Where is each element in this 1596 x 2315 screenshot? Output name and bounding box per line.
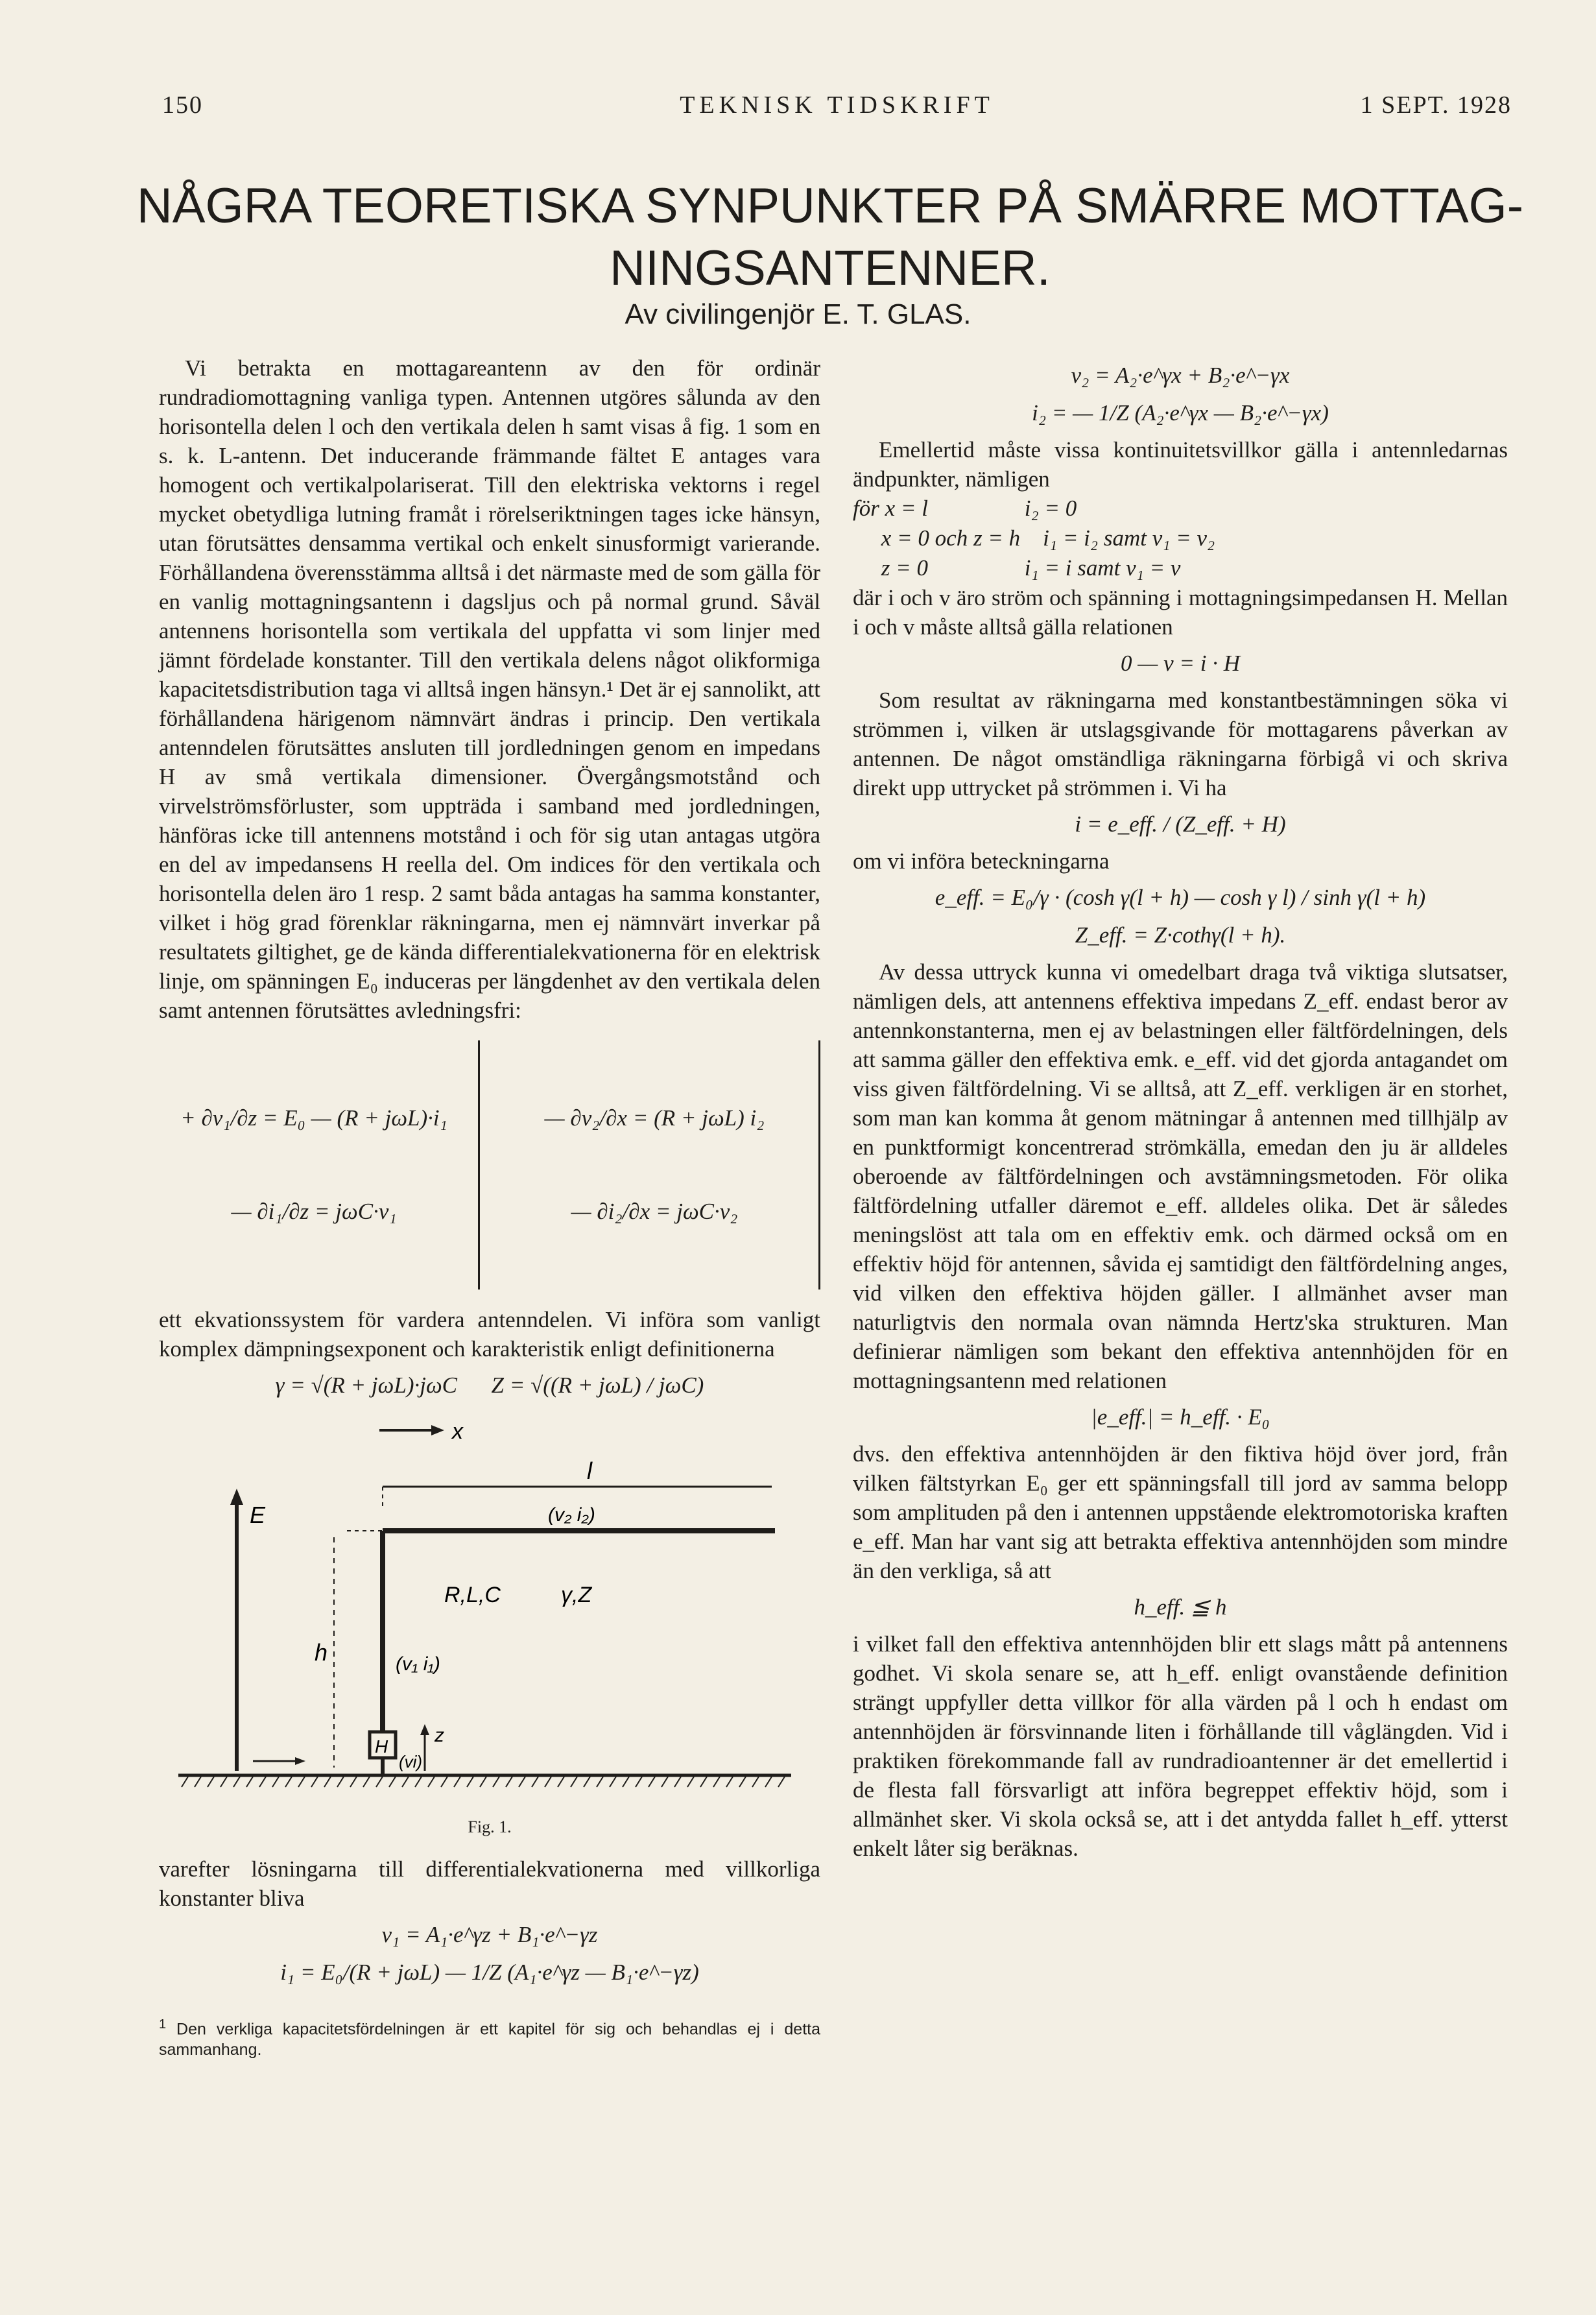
paragraph: Som resultat av räkningarna med konstantbestämningen söka vi strömmen i, vilken är utslagsgivande för mottagarens påverkan av antennen. De något omständliga räkningarna förbigå vi och skriva direkt upp uttrycket på strömmen i. Vi ha (853, 688, 1508, 800)
equation-current: i = e_eff. / (Z_eff. + H) (1075, 811, 1286, 837)
left-column (159, 354, 820, 2060)
equation-relation: 0 — v = i · H (1120, 651, 1241, 676)
paragraph: dvs. den effektiva antennhöjden är den fiktiva höjd över jord, från vilken fältstyrkan E₀ ger ett spänningsfall till jord av samma belopp som amplituden på den i antennen uppstående elektromotoriska kraften e_eff. Man har vant sig att betrakta effektiva antennhöjden som mindre än den verkliga, så att (853, 1441, 1508, 1583)
equation: — ∂i₁/∂z = jωC·v₁ (231, 1199, 397, 1224)
continuity-condition: x = 0 och z = h i₁ = i₂ samt v₁ = v₂ (853, 525, 1215, 551)
continuity-condition: z = 0 i₁ = i samt v₁ = v (853, 555, 1181, 581)
equation: + ∂v₁/∂z = E₀ — (R + jωL)·i₁ (180, 1105, 447, 1131)
v2i2-label: (v₂ i₂) (548, 1504, 595, 1526)
equation: — ∂v₂/∂x = (R + jωL) i₂ (544, 1105, 765, 1131)
equation: — ∂i₂/∂x = jωC·v₂ (571, 1199, 738, 1224)
title-line-1: NÅGRA TEORETISKA SYNPUNKTER PÅ SMÄRRE MOTTAG- (136, 178, 1524, 234)
ground-hatching (182, 1777, 785, 1787)
equation-h-eff-ineq: h_eff. ≦ h (1134, 1594, 1227, 1620)
v1i1-label: (v₁ i₁) (396, 1653, 440, 1675)
equation-i2: i₂ = — 1/Z (A₂·e^γx — B₂·e^−γx) (1032, 400, 1329, 426)
l-label: l (587, 1457, 592, 1484)
equation-v1: v₁ = A₁·e^γz + B₁·e^−γz (381, 1922, 598, 1947)
equation-v2: v₂ = A₂·e^γx + B₂·e^−γx (1071, 363, 1290, 388)
vi-label: (vi) (399, 1752, 423, 1771)
right-column (853, 354, 1508, 1863)
equation-i1: i₁ = E₀/(R + jωL) — 1/Z (A₁·e^γz — B₁·e^−γz) (280, 1960, 699, 1985)
article-title (130, 175, 1530, 300)
equation-gamma-z: γ = √(R + jωL)·jωC Z = √((R + jωL) / jωC) (275, 1373, 704, 1398)
paragraph: varefter lösningarna till differentialekvationerna med villkorliga konstanter bliva (159, 1856, 820, 1911)
paragraph: Vi betrakta en mottagareantenn av den för ordinär rundradiomottagning vanliga typen. Antennen utgöres sålunda av den horisontella delen l och den vertikala delen h samt visas å fig. 1 som en s. k. L-antenn. Det inducerande främmande fältet E antages vara homogent och vertikalpolariserat. Till den elektriska vektorns i regel mycket obetydliga lutning framåt i rörelseriktningen tages icke hänsyn, utan förutsättes densamma vertikal och enkelt sinusformigt varierande. Förhållandena överensstämma alltså i det närmaste med de som gälla för en vanlig mottagningsantenn i dagsljus och på normal grund. Såväl antennens horisontella som vertikala del uppfatta vi som linjer med jämnt fördelade konstanter. Till den vertikala delens något olikformiga kapacitetsdistribution taga vi alltså ingen hänsyn.¹ Det är ej sannolikt, att förhållandena härigenom nämnvärt ändras i princip. Den vertikala antenndelen förutsättes ansluten till jordledningen genom en impedans H av små vertikala dimensioner. Övergångsmotstånd och virvelströmsförluster, som uppträda i samband med jordledningen, hänföras icke till antennens motstånd i och för sig utan antagas utgöra en del av impedansens H reella del. Om indices för den vertikala och horisontella delen äro 1 resp. 2 samt båda antagas ha samma konstanter, vilket i hög grad förenklar räkningarna, men ej nämnvärt inverkar på resultatets giltighet, ge de kända differentialekvationerna för en elektrisk linje, om spänningen E₀ induceras per längdenhet av den vertikala delen samt antennen förutsättes avledningsfri: (159, 355, 820, 1023)
equation-system-1 (159, 1034, 820, 1296)
paragraph: Emellertid måste vissa kontinuitetsvillkor gälla i antennledarnas ändpunkter, nämligen (853, 437, 1508, 492)
paragraph: om vi införa beteckningarna (853, 848, 1110, 874)
E-label: E (250, 1502, 266, 1528)
issue-date: 1 SEPT. 1928 (1360, 91, 1512, 119)
z-label: z (435, 1725, 444, 1746)
footnote (159, 2014, 820, 2060)
antenna-diagram (159, 1408, 820, 1810)
title-line-2: NINGSANTENNER. (610, 241, 1051, 296)
x-arrow-head (431, 1425, 444, 1435)
paragraph: där i och v äro ström och spänning i mottagningsimpedansen H. Mellan i och v måste alltså gälla relationen (853, 585, 1508, 640)
equation-e-eff: e_eff. = E₀/γ · (cosh γ(l + h) — cosh γ l) / sinh γ(l + h) (935, 885, 1426, 910)
journal-name: TEKNISK TIDSKRIFT (680, 91, 994, 119)
running-header (162, 91, 1512, 130)
footnote-text: Den verkliga kapacitetsfördelningen är ett kapitel för sig och behandlas ej i detta sammanhang. (159, 2020, 820, 2059)
z-arrow-head (420, 1724, 429, 1735)
ground-arrow-head (295, 1757, 305, 1765)
RLC-label: R,L,C (444, 1583, 501, 1607)
equation-h-eff-def: |e_eff.| = h_eff. · E₀ (1091, 1404, 1270, 1430)
paragraph: i vilket fall den effektiva antennhöjden blir ett slags mått på antennens godhet. Vi skola senare se, att h_eff. enligt ovanstående definition strängt uppfyller detta villkor för alla värden på l och h endast om antennhöjden är försvinnande liten i förhållande till våglängden. Vid i praktiken förekommande fall av rundradioantenner är det emellertid i de flesta fall försvarligt att införa begreppet effektiv höjd, som i allmänhet sker. Vi skola också se, att i det antydda fallet h_eff. ytterst enkelt låter sig beräknas. (853, 1631, 1508, 1861)
page-number: 150 (162, 91, 203, 119)
E-arrow-head (230, 1489, 243, 1505)
h-label: h (315, 1639, 328, 1666)
paragraph: Av dessa uttryck kunna vi omedelbart draga två viktiga slutsatser, nämligen dels, att antennens effektiva impedans Z_eff. endast beror av antennkonstanterna, men ej av belastningen eller fältfördelningen, dels att samma gäller den effektiva emk. e_eff. vid det gjorda antagandet om viss given fältfördelning. Vi se alltså, att Z_eff. verkligen är en storhet, som man kan komma åt genom mätningar å antennen med tillhjälp av en punktformigt koncentrerad strömkälla, emedan den ju är alldeles oberoende av fältfördelningen och avstämningsmetoden. För olika fältfördelning utfaller däremot e_eff. alldeles olika. Det är således meningslöst att tala om en effektiv emk. och därmed också om en effektiv höjd för antennen, såvida ej samtidigt den fältfördelning anges, vid vilken den effektiva höjden gäller. I allmänhet avser man naturligtvis den normala ovan nämnda Hertz'ska strukturen. Man definierar nämligen som bekant den effektiva antennhöjden för en mottagningsantenn med relationen (853, 959, 1508, 1393)
figure-caption: Fig. 1. (468, 1817, 512, 1836)
author-byline: Av civilingenjör E. T. GLAS. (625, 298, 971, 330)
figure-1-l-antenna (159, 1408, 820, 1810)
footnote-marker: 1 (159, 2017, 167, 2032)
gamma-Z-label: γ,Z (561, 1583, 592, 1607)
H-label: H (375, 1736, 388, 1757)
paragraph: ett ekvationssystem för vardera antenndelen. Vi införa som vanligt komplex dämpningsexponent och karakteristik enligt definitionerna (159, 1307, 820, 1361)
equation-z-eff: Z_eff. = Z·cothγ(l + h). (1075, 922, 1286, 948)
x-label: x (452, 1419, 463, 1444)
continuity-condition: för x = l i₂ = 0 (853, 496, 1077, 521)
